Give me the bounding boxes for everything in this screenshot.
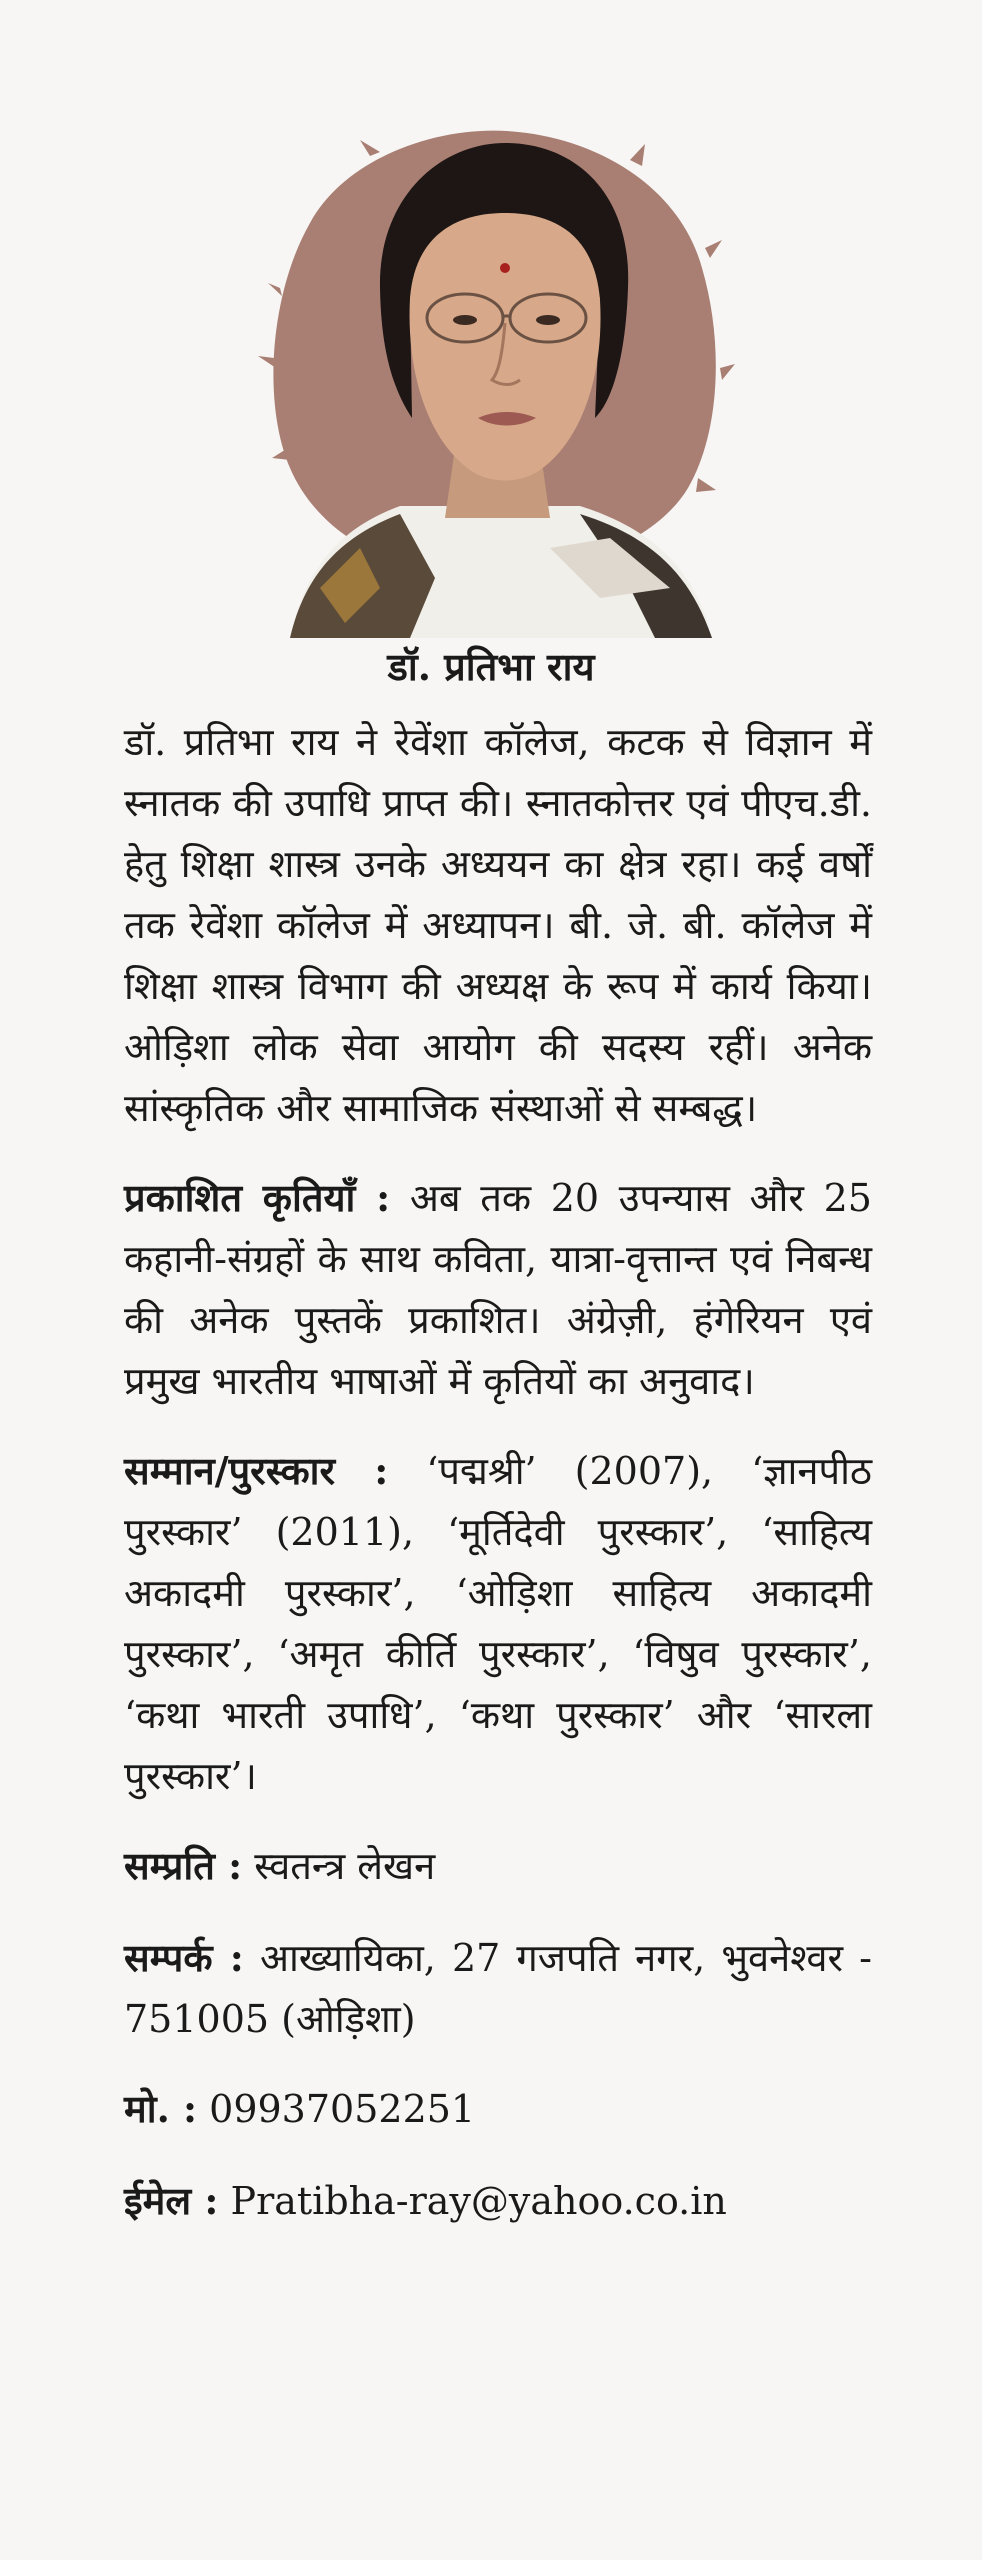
awards bbox=[124, 1440, 872, 1807]
published-works-text: अब तक 20 उपन्यास और 25 कहानी-संग्रहों के साथ कविता, यात्रा-वृत्तान्त एवं निबन्ध की अनेक पुस्तकें प्रकाशित। अंग्रेज़ी, हंगेरियन एवं प्रमुख भारतीय भाषाओं में कृतियों का अनुवाद। bbox=[124, 1176, 872, 1403]
current-occupation bbox=[124, 1835, 872, 1897]
author-portrait bbox=[250, 118, 735, 638]
published-works bbox=[124, 1167, 872, 1412]
email-label: ईमेल : bbox=[124, 2178, 219, 2223]
contact-address bbox=[124, 1927, 872, 2050]
published-works-label: प्रकाशित कृतियाँ : bbox=[124, 1175, 391, 1220]
author-name: डॉ. प्रतिभा राय bbox=[387, 644, 595, 689]
bio-intro: डॉ. प्रतिभा राय ने रेवेंशा कॉलेज, कटक से विज्ञान में स्नातक की उपाधि प्राप्त की। स्नातकोत्तर एवं पीएच.डी. हेतु शिक्षा शास्त्र उनके अध्ययन का क्षेत्र रहा। कई वर्षों तक रेवेंशा कॉलेज में अध्यापन। बी. जे. बी. कॉलेज में शिक्षा शास्त्र विभाग की अध्यक्ष के रूप में कार्य किया। ओड़िशा लोक सेवा आयोग की सदस्य रहीं। अनेक सांस्कृतिक और सामाजिक संस्थाओं से सम्बद्ध। bbox=[124, 720, 872, 1130]
email-value: Pratibha-ray@yahoo.co.in bbox=[230, 2179, 727, 2223]
contact-mobile bbox=[124, 2078, 872, 2140]
author-photo bbox=[250, 118, 735, 638]
awards-label: सम्मान/पुरस्कार : bbox=[124, 1448, 389, 1493]
awards-text: ‘पद्मश्री’ (2007), ‘ज्ञानपीठ पुरस्कार’ (2011), ‘मूर्तिदेवी पुरस्कार’, ‘साहित्य अकादमी पुरस्कार’, ‘ओड़िशा साहित्य अकादमी पुरस्कार’, ‘अमृत कीर्ति पुरस्कार’, ‘विषुव पुरस्कार’, ‘कथा भारती उपाधि’, ‘कथा पुरस्कार’ और ‘सारला पुरस्कार’। bbox=[124, 1449, 872, 1798]
bio-content bbox=[124, 712, 872, 2262]
current-label: सम्प्रति : bbox=[124, 1843, 243, 1888]
mobile-label: मो. : bbox=[124, 2086, 198, 2131]
address-label: सम्पर्क : bbox=[124, 1935, 244, 1980]
address-value: आख्यायिका, 27 गजपति नगर, भुवनेश्वर - 751005 (ओड़िशा) bbox=[124, 1936, 872, 2041]
current-value: स्वतन्त्र लेखन bbox=[254, 1844, 436, 1888]
contact-email bbox=[124, 2170, 872, 2232]
mobile-value: 09937052251 bbox=[209, 2087, 476, 2131]
